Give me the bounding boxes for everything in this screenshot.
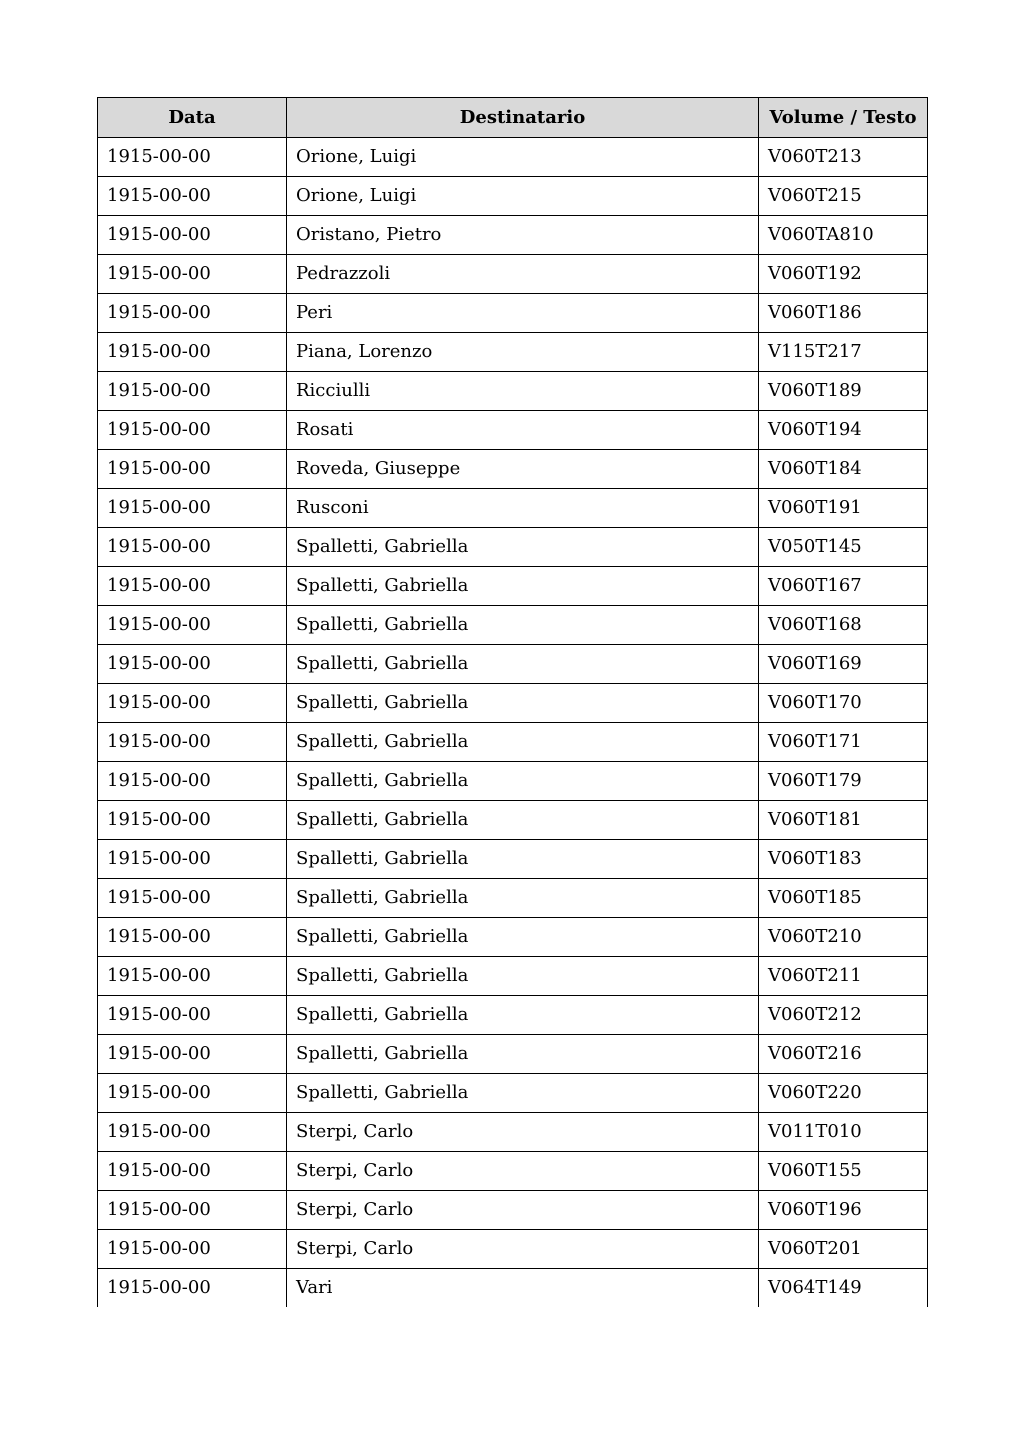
cell-volume: V115T217: [759, 333, 928, 372]
table-row: [98, 918, 928, 957]
cell-recipient: Spalletti, Gabriella: [287, 762, 759, 801]
cell-volume: V064T149: [759, 1269, 928, 1308]
cell-date: 1915-00-00: [98, 840, 287, 879]
cell-date: 1915-00-00: [98, 294, 287, 333]
cell-recipient: Spalletti, Gabriella: [287, 606, 759, 645]
table-row: [98, 567, 928, 606]
table-row: [98, 216, 928, 255]
table-row: [98, 1113, 928, 1152]
cell-date: 1915-00-00: [98, 996, 287, 1035]
cell-date: 1915-00-00: [98, 918, 287, 957]
table-row: [98, 879, 928, 918]
cell-volume: V060T215: [759, 177, 928, 216]
header-row: [98, 98, 928, 138]
cell-date: 1915-00-00: [98, 645, 287, 684]
cell-date: 1915-00-00: [98, 1230, 287, 1269]
cell-recipient: Sterpi, Carlo: [287, 1152, 759, 1191]
cell-recipient: Sterpi, Carlo: [287, 1230, 759, 1269]
table-row: [98, 333, 928, 372]
table-row: [98, 177, 928, 216]
cell-recipient: Spalletti, Gabriella: [287, 1074, 759, 1113]
table-row: [98, 606, 928, 645]
header-date: Data: [98, 98, 287, 138]
cell-volume: V060T185: [759, 879, 928, 918]
cell-recipient: Spalletti, Gabriella: [287, 840, 759, 879]
table-row: [98, 411, 928, 450]
table-row: [98, 684, 928, 723]
table-row: [98, 294, 928, 333]
cell-volume: V060TA810: [759, 216, 928, 255]
cell-volume: V060T183: [759, 840, 928, 879]
cell-volume: V060T184: [759, 450, 928, 489]
cell-date: 1915-00-00: [98, 489, 287, 528]
cell-date: 1915-00-00: [98, 801, 287, 840]
cell-recipient: Spalletti, Gabriella: [287, 567, 759, 606]
table-body: [98, 138, 928, 1308]
cell-date: 1915-00-00: [98, 567, 287, 606]
cell-volume: V060T186: [759, 294, 928, 333]
cell-volume: V060T189: [759, 372, 928, 411]
table-row: [98, 138, 928, 177]
cell-recipient: Spalletti, Gabriella: [287, 996, 759, 1035]
cell-date: 1915-00-00: [98, 1191, 287, 1230]
cell-date: 1915-00-00: [98, 1269, 287, 1308]
cell-volume: V060T192: [759, 255, 928, 294]
table-row: [98, 528, 928, 567]
cell-date: 1915-00-00: [98, 957, 287, 996]
cell-volume: V060T213: [759, 138, 928, 177]
table-row: [98, 645, 928, 684]
cell-date: 1915-00-00: [98, 528, 287, 567]
table-row: [98, 957, 928, 996]
cell-recipient: Spalletti, Gabriella: [287, 645, 759, 684]
cell-recipient: Spalletti, Gabriella: [287, 918, 759, 957]
table-row: [98, 1230, 928, 1269]
cell-volume: V060T168: [759, 606, 928, 645]
table-row: [98, 1035, 928, 1074]
cell-date: 1915-00-00: [98, 216, 287, 255]
cell-recipient: Spalletti, Gabriella: [287, 957, 759, 996]
cell-recipient: Sterpi, Carlo: [287, 1113, 759, 1152]
cell-recipient: Spalletti, Gabriella: [287, 528, 759, 567]
cell-recipient: Ricciulli: [287, 372, 759, 411]
cell-volume: V060T191: [759, 489, 928, 528]
cell-volume: V060T170: [759, 684, 928, 723]
cell-date: 1915-00-00: [98, 411, 287, 450]
cell-volume: V060T167: [759, 567, 928, 606]
cell-recipient: Pedrazzoli: [287, 255, 759, 294]
cell-volume: V060T194: [759, 411, 928, 450]
cell-date: 1915-00-00: [98, 372, 287, 411]
cell-volume: V060T196: [759, 1191, 928, 1230]
header-volume: Volume / Testo: [759, 98, 928, 138]
cell-recipient: Spalletti, Gabriella: [287, 723, 759, 762]
cell-volume: V050T145: [759, 528, 928, 567]
cell-date: 1915-00-00: [98, 1152, 287, 1191]
table-row: [98, 1152, 928, 1191]
table-row: [98, 372, 928, 411]
table-row: [98, 762, 928, 801]
cell-recipient: Oristano, Pietro: [287, 216, 759, 255]
cell-recipient: Sterpi, Carlo: [287, 1191, 759, 1230]
cell-recipient: Roveda, Giuseppe: [287, 450, 759, 489]
cell-date: 1915-00-00: [98, 1074, 287, 1113]
cell-date: 1915-00-00: [98, 606, 287, 645]
cell-date: 1915-00-00: [98, 1035, 287, 1074]
cell-recipient: Spalletti, Gabriella: [287, 684, 759, 723]
cell-recipient: Piana, Lorenzo: [287, 333, 759, 372]
cell-date: 1915-00-00: [98, 684, 287, 723]
cell-volume: V060T169: [759, 645, 928, 684]
table-row: [98, 489, 928, 528]
cell-date: 1915-00-00: [98, 450, 287, 489]
cell-recipient: Peri: [287, 294, 759, 333]
cell-date: 1915-00-00: [98, 255, 287, 294]
cell-date: 1915-00-00: [98, 138, 287, 177]
cell-volume: V060T181: [759, 801, 928, 840]
cell-volume: V060T171: [759, 723, 928, 762]
cell-recipient: Vari: [287, 1269, 759, 1308]
table-row: [98, 1074, 928, 1113]
table-row: [98, 450, 928, 489]
cell-recipient: Orione, Luigi: [287, 138, 759, 177]
table-row: [98, 996, 928, 1035]
cell-date: 1915-00-00: [98, 333, 287, 372]
cell-date: 1915-00-00: [98, 879, 287, 918]
table-row: [98, 840, 928, 879]
cell-volume: V060T211: [759, 957, 928, 996]
letters-index-table: [97, 97, 928, 1307]
table-row: [98, 723, 928, 762]
cell-volume: V060T220: [759, 1074, 928, 1113]
cell-volume: V060T155: [759, 1152, 928, 1191]
cell-recipient: Spalletti, Gabriella: [287, 879, 759, 918]
cell-date: 1915-00-00: [98, 762, 287, 801]
cell-recipient: Spalletti, Gabriella: [287, 801, 759, 840]
table-row: [98, 1269, 928, 1308]
cell-volume: V060T210: [759, 918, 928, 957]
table-row: [98, 1191, 928, 1230]
cell-date: 1915-00-00: [98, 177, 287, 216]
cell-volume: V060T212: [759, 996, 928, 1035]
cell-recipient: Spalletti, Gabriella: [287, 1035, 759, 1074]
table-row: [98, 255, 928, 294]
table-row: [98, 801, 928, 840]
cell-recipient: Rosati: [287, 411, 759, 450]
cell-recipient: Orione, Luigi: [287, 177, 759, 216]
cell-volume: V011T010: [759, 1113, 928, 1152]
cell-recipient: Rusconi: [287, 489, 759, 528]
cell-volume: V060T216: [759, 1035, 928, 1074]
cell-date: 1915-00-00: [98, 723, 287, 762]
table-header: [98, 98, 928, 138]
cell-volume: V060T201: [759, 1230, 928, 1269]
cell-volume: V060T179: [759, 762, 928, 801]
cell-date: 1915-00-00: [98, 1113, 287, 1152]
header-recipient: Destinatario: [287, 98, 759, 138]
